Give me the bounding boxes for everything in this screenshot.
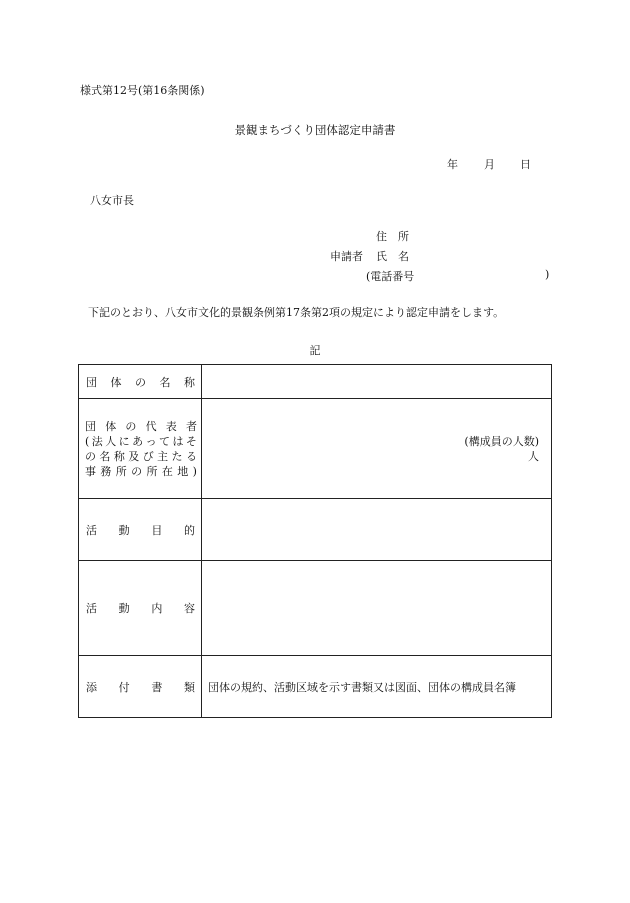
addressee: 八女市長 — [90, 194, 134, 207]
representative-label-cell — [79, 399, 202, 499]
members-label: (構成員の人数) — [464, 434, 539, 448]
application-table — [78, 364, 552, 718]
purpose-label-cell — [79, 499, 202, 561]
phone-close: ) — [545, 268, 550, 281]
content-label: 活 動 内 容 — [86, 602, 195, 615]
attachments-value-cell — [202, 656, 552, 718]
group-name-value[interactable] — [202, 365, 552, 399]
table-row — [79, 399, 552, 499]
table-row — [79, 365, 552, 399]
document-title: 景観まちづくり団体認定申請書 — [234, 123, 396, 137]
ki-heading: 記 — [309, 344, 321, 357]
group-name-label: 団 体 の 名 称 — [86, 375, 195, 389]
attachments-label-cell — [79, 656, 202, 718]
table-row — [79, 499, 552, 561]
attachments-label: 添 付 書 類 — [86, 680, 195, 694]
representative-label: 団 体 の 代 表 者 ( 法 人 に あ っ て は そ の 名 称 及 び 主 た る 事 務 所 の 所 在 地 ) — [85, 419, 197, 478]
members-count — [202, 434, 551, 464]
purpose-value[interactable] — [202, 499, 552, 561]
group-name-label-cell — [79, 365, 202, 399]
representative-value[interactable] — [202, 399, 552, 499]
date-day: 日 — [520, 158, 531, 171]
content-value[interactable] — [202, 561, 552, 656]
date-year: 年 — [447, 158, 458, 171]
attachments-value: 団体の規約、活動区域を示す書類又は図面、団体の構成員名簿 — [208, 680, 516, 694]
purpose-label: 活 動 目 的 — [86, 523, 195, 537]
table-row — [79, 656, 552, 718]
name-label: 氏 名 — [376, 250, 409, 263]
applicant-label: 申請者 — [330, 250, 363, 263]
content-label-cell — [79, 561, 202, 656]
table-row — [79, 561, 552, 656]
lead-text: 下記のとおり、八女市文化的景観条例第17条第2項の規定により認定申請をします。 — [88, 306, 505, 319]
address-label: 住 所 — [376, 230, 409, 243]
phone-label: (電話番号 — [366, 270, 415, 283]
date-line — [447, 156, 531, 172]
date-month: 月 — [484, 158, 495, 171]
members-unit: 人 — [528, 449, 539, 463]
form-number: 様式第12号(第16条関係) — [80, 84, 205, 97]
